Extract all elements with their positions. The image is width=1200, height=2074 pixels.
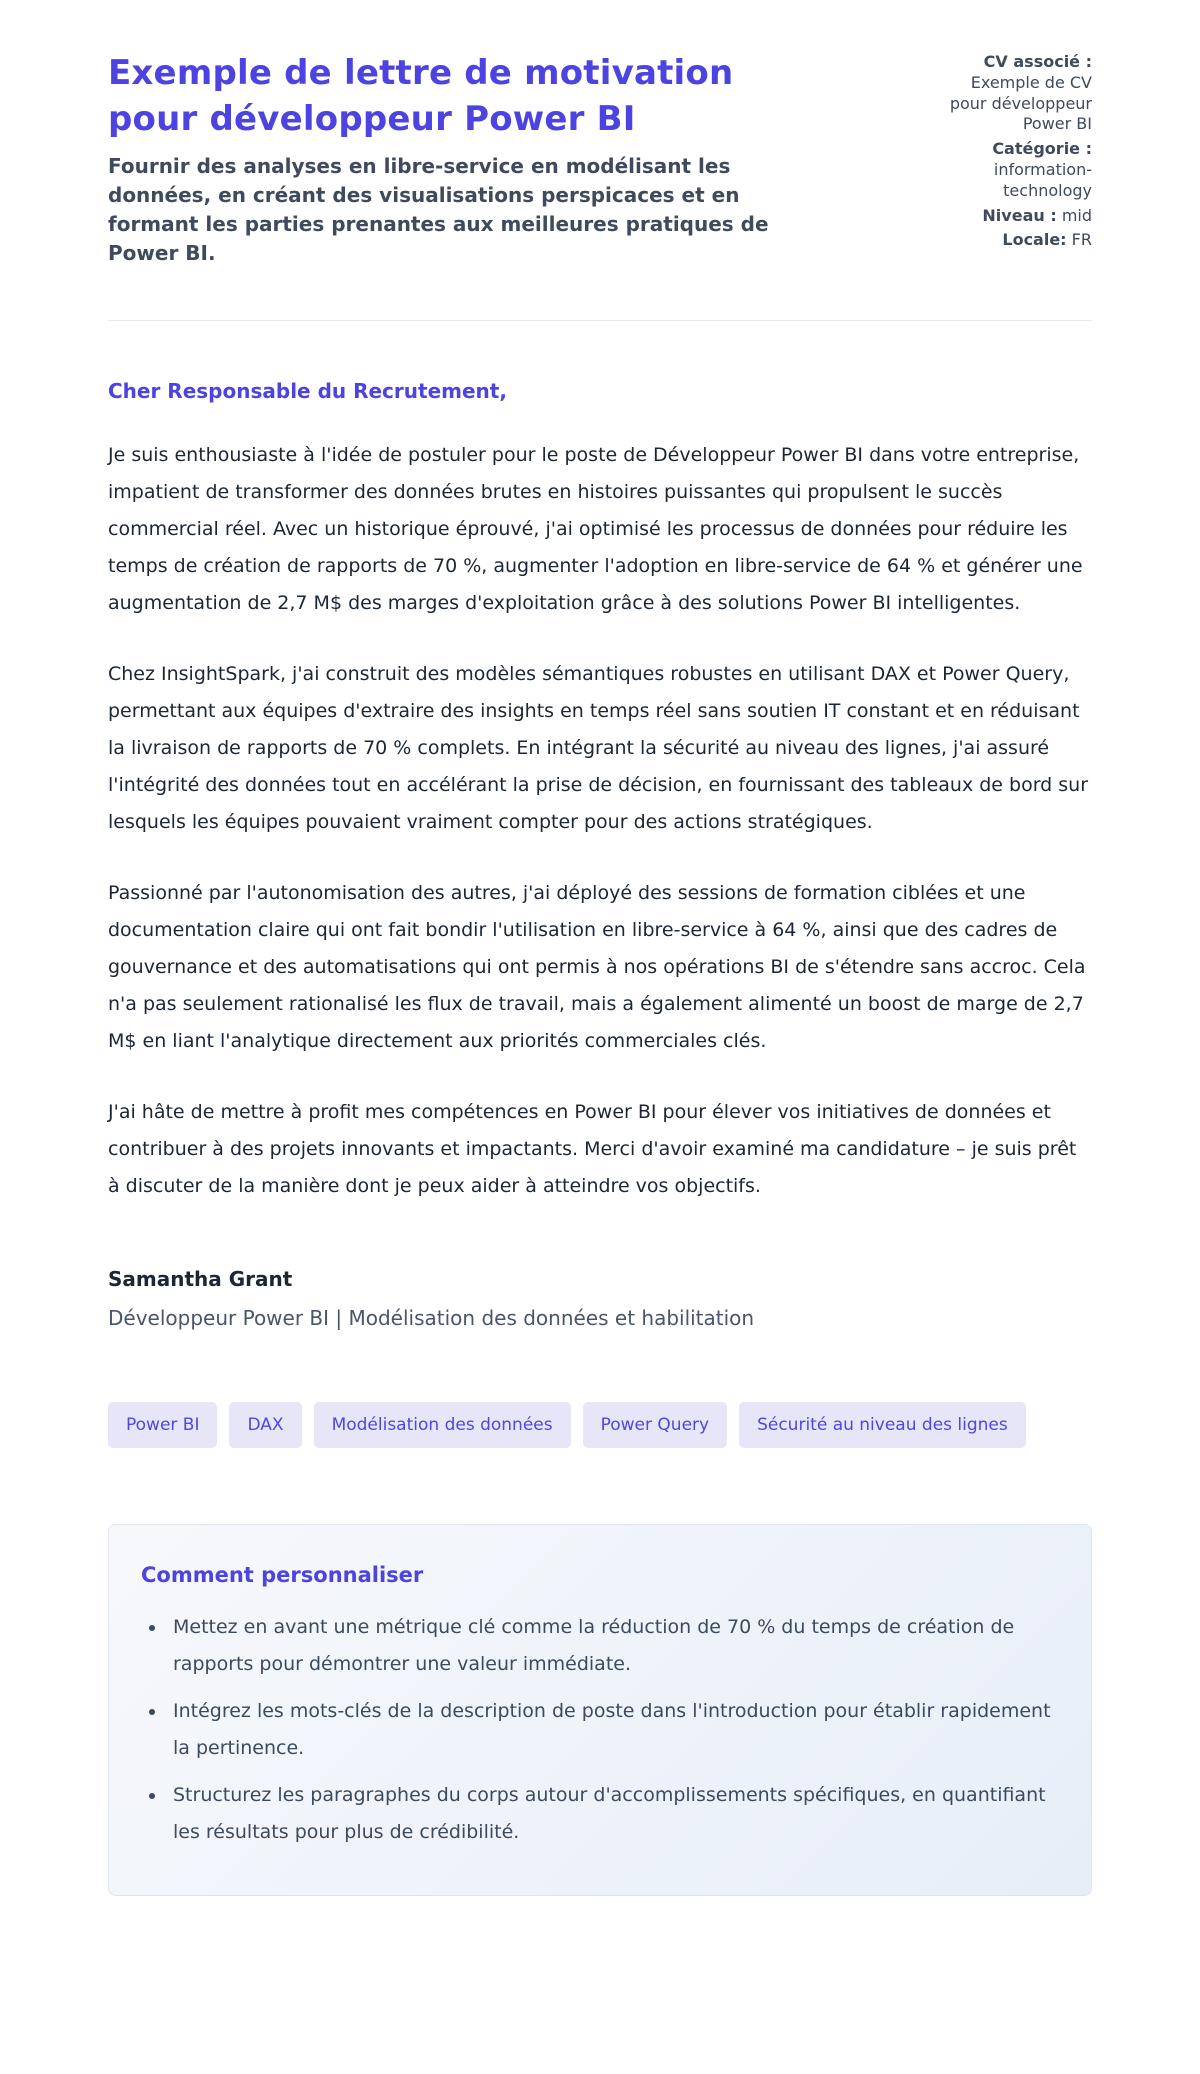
skill-tag-power-bi: Power BI <box>108 1402 217 1448</box>
skill-tag-power-query: Power Query <box>583 1402 727 1448</box>
meta-value-related-cv: Exemple de CV pour développeur Power BI <box>949 72 1092 134</box>
meta-label-locale: Locale: <box>1002 230 1067 250</box>
letter-paragraph-4: J'ai hâte de mettre à profit mes compétences en Power BI pour élever vos initiatives de données et contribuer à des projets innovants et impactants. Merci d'avoir examiné ma candidature – je suis prêt à discuter de la manière dont je peux aider à atteindre vos objectifs. <box>108 1101 1077 1198</box>
skill-tag-data-modeling: Modélisation des données <box>314 1402 571 1448</box>
customization-tips-box <box>108 1524 1092 1896</box>
letter-signature <box>108 1267 1092 1330</box>
meta-item-locale <box>947 230 1092 251</box>
meta-value-locale: FR <box>1071 230 1092 250</box>
meta-panel <box>947 50 1092 255</box>
letter-paragraph-2: Chez InsightSpark, j'ai construit des modèles sémantiques robustes en utilisant DAX et Power Query, permettant aux équipes d'extraire des insights en temps réel sans soutien IT constant et en réduisant la livraison de rapports de 70 % complets. En intégrant la sécurité au niveau des lignes, j'ai assuré l'intégrité des données tout en accélérant la prise de décision, en fournissant des tableaux de bord sur lesquels les équipes pouvaient vraiment compter pour des actions stratégiques. <box>108 663 1089 834</box>
signature-role: Développeur Power BI | Modélisation des données et habilitation <box>108 1306 755 1331</box>
meta-value-category: information-technology <box>993 159 1092 200</box>
page-header <box>108 50 1092 268</box>
header-divider <box>108 320 1092 321</box>
signature-name: Samantha Grant <box>108 1267 293 1292</box>
header-title-block <box>108 50 808 268</box>
tips-list <box>141 1609 1057 1851</box>
tip-item-2: • Intégrez les mots-clés de la description de poste dans l'introduction pour établir rapidement la pertinence. <box>167 1693 1057 1767</box>
page-title: Exemple de lettre de motivation pour développeur Power BI <box>108 53 734 140</box>
meta-item-level <box>947 206 1092 227</box>
skill-tag-dax: DAX <box>229 1402 301 1448</box>
tips-title: Comment personnaliser <box>141 1563 424 1588</box>
letter-paragraph-1: Je suis enthousiaste à l'idée de postuler pour le poste de Développeur Power BI dans votre entreprise, impatient de transformer des données brutes en histoires puissantes qui propulsent le succès commercial réel. Avec un historique éprouvé, j'ai optimisé les processus de données pour réduire les temps de création de rapports de 70 %, augmenter l'adoption en libre-service de 64 % et générer une augmentation de 2,7 M$ des marges d'exploitation grâce à des solutions Power BI intelligentes. <box>108 444 1083 615</box>
skill-tag-row-level-security: Sécurité au niveau des lignes <box>739 1402 1026 1448</box>
meta-label-category: Catégorie : <box>992 139 1092 159</box>
meta-value-level: mid <box>1061 205 1092 225</box>
meta-label-level: Niveau : <box>982 205 1057 225</box>
tip-item-3: • Structurez les paragraphes du corps autour d'accomplissements spécifiques, en quantifiant les résultats pour plus de crédibilité. <box>167 1777 1057 1851</box>
tip-item-1: • Mettez en avant une métrique clé comme la réduction de 70 % du temps de création de rapports pour démontrer une valeur immédiate. <box>167 1609 1057 1683</box>
page-subtitle: Fournir des analyses en libre-service en modélisant les données, en créant des visualisations perspicaces et en formant les parties prenantes aux meilleures pratiques de Power BI. <box>108 154 769 266</box>
meta-item-category <box>947 139 1092 201</box>
page-container <box>108 0 1092 1960</box>
cover-letter <box>108 379 1092 1330</box>
meta-item-related-cv <box>947 52 1092 135</box>
letter-paragraph-3: Passionné par l'autonomisation des autres, j'ai déployé des sessions de formation ciblées et une documentation claire qui ont fait bondir l'utilisation en libre-service à 64 %, ainsi que des cadres de gouvernance et des automatisations qui ont permis à nos opérations BI de s'étendre sans accroc. Cela n'a pas seulement rationalisé les flux de travail, mais a également alimenté un boost de marge de 2,7 M$ en liant l'analytique directement aux priorités commerciales clés. <box>108 882 1086 1053</box>
meta-label-related-cv: CV associé : <box>983 52 1092 71</box>
letter-greeting: Cher Responsable du Recrutement, <box>108 379 507 404</box>
skill-tags <box>108 1402 1092 1448</box>
